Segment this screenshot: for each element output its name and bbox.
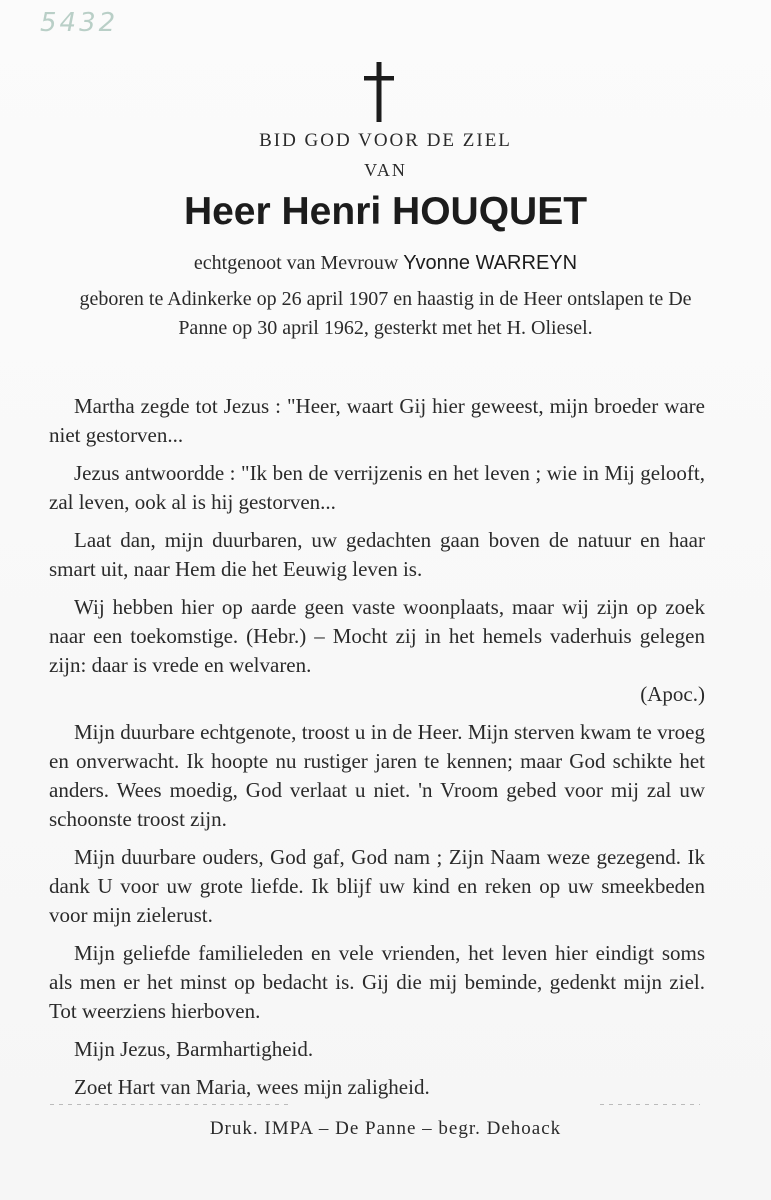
spouse-prefix: echtgenoot van Mevrouw xyxy=(193,252,399,274)
divider-right xyxy=(600,1104,700,1105)
citation-apoc: (Apoc.) xyxy=(640,682,705,706)
paragraph: Wij hebben hier op aarde geen vaste woonplaats, maar wij zijn op zoek naar een toekomstige. (Hebr.) – Mocht zij in het hemels vaderhuis gelegen zijn: daar is vrede en welvaren. xyxy=(49,595,705,677)
birth-death-text: geboren te Adinkerke op 26 april 1907 en haastig in de Heer ontslapen te De Panne op 30 april 1962, gesterkt met het H. Oliesel. xyxy=(79,288,692,339)
printer-credit: Druk. IMPA – De Panne – begr. Dehoack xyxy=(209,1118,562,1139)
pencil-note: 5432 xyxy=(40,8,119,38)
paragraph: Mijn duurbare ouders, God gaf, God nam ; Zijn Naam weze gezegend. Ik dank U voor uw grote liefde. Ik blijf uw kind en reken op uw smeekbeden voor mijn zielerust. xyxy=(49,845,705,927)
spouse-name: Yvonne WARREYN xyxy=(403,252,578,274)
cross-icon xyxy=(362,62,396,122)
prayer-heading-van: VAN xyxy=(364,160,407,180)
paragraph: Mijn duurbare echtgenote, troost u in de Heer. Mijn sterven kwam te vroeg en onverwacht. Ik hoopte nu rustiger jaren te kennen; maar God schikte het anders. Wees moedig, God verlaat u niet. 'n Vroom gebed voor mij zal uw schoonste troost zijn. xyxy=(49,720,705,831)
memorial-text xyxy=(49,392,705,1111)
paragraph: Mijn geliefde familieleden en vele vrienden, het leven hier eindigt soms als men er het minst op bedacht is. Gij die mij beminde, gedenkt mijn ziel. Tot weerziens hierboven. xyxy=(49,941,705,1023)
divider-left xyxy=(50,1104,290,1105)
paragraph: Mijn Jezus, Barmhartigheid. xyxy=(74,1037,314,1061)
paragraph: Jezus antwoordde : "Ik ben de verrijzenis en het leven ; wie in Mij gelooft, zal leven, ook al is hij gestorven... xyxy=(49,461,705,514)
deceased-name: Heer Henri HOUQUET xyxy=(183,190,588,233)
paragraph: Laat dan, mijn duurbaren, uw gedachten gaan boven de natuur en haar smart uit, naar Hem die het Eeuwig leven is. xyxy=(49,528,705,581)
paragraph: Martha zegde tot Jezus : "Heer, waart Gij hier geweest, mijn broeder ware niet gestorven... xyxy=(49,394,705,447)
paragraph: Zoet Hart van Maria, wees mijn zaligheid. xyxy=(74,1075,430,1099)
spouse-line xyxy=(0,252,771,275)
prayer-heading: BID GOD VOOR DE ZIEL xyxy=(259,130,512,151)
